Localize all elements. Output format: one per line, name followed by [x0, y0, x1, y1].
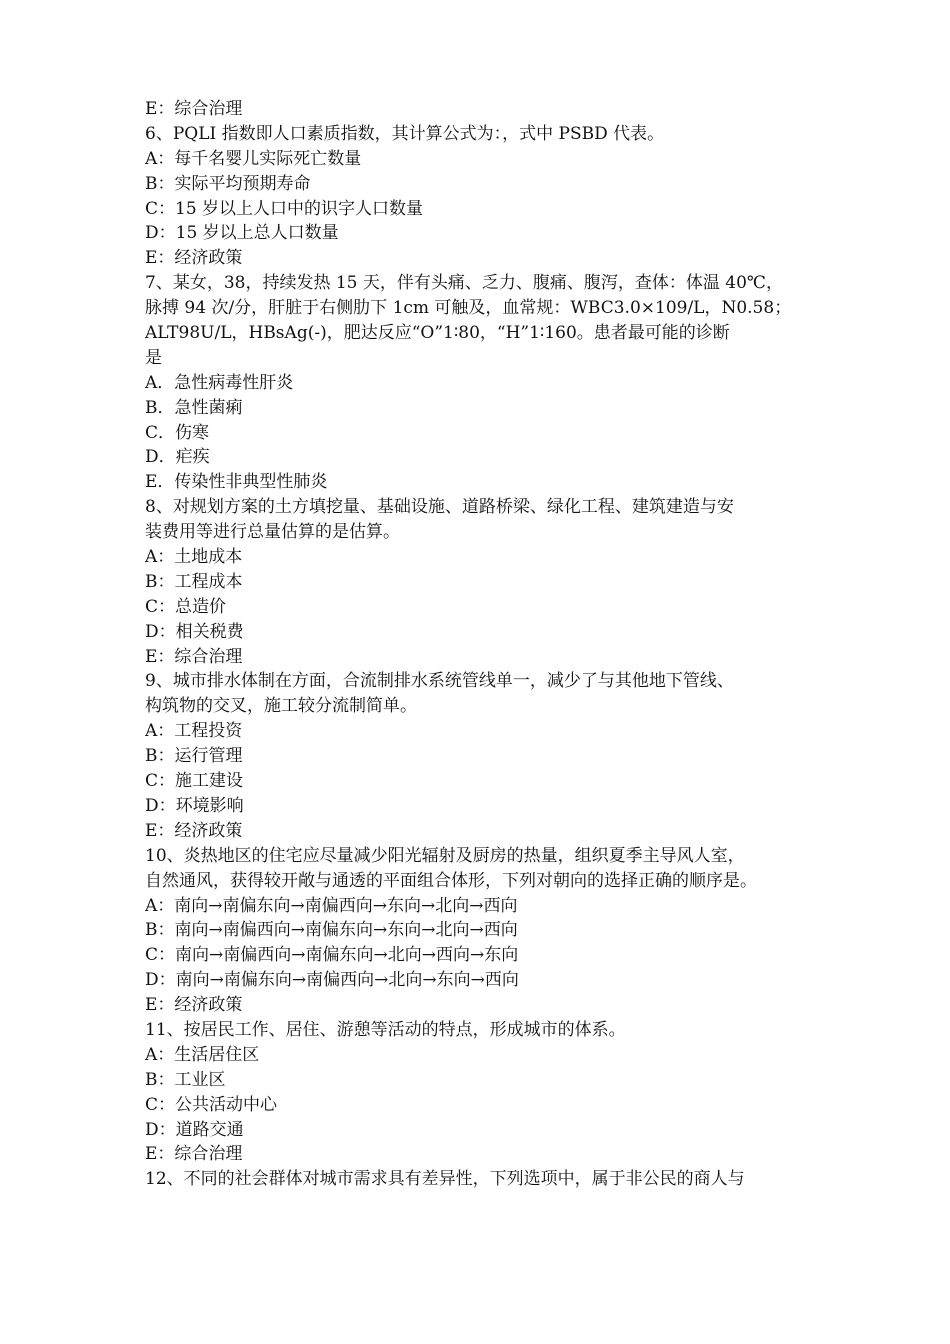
question-11: 11、按居民工作、居住、游憩等活动的特点，形成城市的体系。	[145, 1019, 626, 1040]
question-10: 10、炎热地区的住宅应尽量减少阳光辐射及厨房的热量，组织夏季主导风人室，	[145, 845, 745, 866]
option-b: B：实际平均预期寿命	[145, 173, 311, 194]
text-line: E：综合治理	[145, 99, 243, 119]
question-8-cont: 装费用等进行总量估算的是估算。	[145, 522, 400, 543]
question-9: 9、城市排水体制在方面，合流制排水系统管线单一，减少了与其他地下管线、	[145, 671, 734, 692]
option-d: D：南向→南偏东向→南偏西向→北向→东向→西向	[145, 970, 519, 991]
option-d: D：道路交通	[145, 1119, 244, 1140]
option-e: E：综合治理	[145, 1144, 243, 1165]
question-7: 7、某女，38，持续发热 15 天，伴有头痛、乏力、腹痛、腹泻，查体：体温 40℃，	[145, 273, 783, 294]
option-a: A：生活居住区	[145, 1044, 260, 1065]
option-b: B：南向→南偏西向→南偏东向→东向→北向→西向	[145, 920, 518, 941]
option-e: E：综合治理	[145, 646, 243, 667]
question-12: 12、不同的社会群体对城市需求具有差异性，下列选项中，属于非公民的商人与	[145, 1169, 745, 1190]
option-a: A．急性病毒性肝炎	[145, 372, 294, 393]
option-e: E：经济政策	[145, 820, 243, 841]
option-b: B：工业区	[145, 1069, 226, 1090]
option-d: D．疟疾	[145, 447, 210, 468]
option-e: E．传染性非典型性肺炎	[145, 472, 328, 493]
document-body	[145, 97, 825, 1192]
question-8: 8、对规划方案的土方填挖量、基础设施、道路桥梁、绿化工程、建筑建造与安	[145, 497, 734, 518]
option-a: A：每千名婴儿实际死亡数量	[145, 148, 362, 169]
option-c: C：公共活动中心	[145, 1094, 278, 1115]
option-d: D：环境影响	[145, 795, 244, 816]
question-7-cont: 脉搏 94 次/分，肝脏于右侧肋下 1cm 可触及，血常规：WBC3.0×109/L，N0.58；	[145, 298, 792, 319]
option-c: C：南向→南偏西向→南偏东向→北向→西向→东向	[145, 945, 519, 966]
option-b: B：运行管理	[145, 746, 243, 767]
option-b: B：工程成本	[145, 571, 243, 592]
question-9-cont: 构筑物的交叉，施工较分流制简单。	[145, 696, 417, 717]
option-c: C：施工建设	[145, 771, 244, 792]
option-e: E：经济政策	[145, 248, 243, 269]
option-e: E：经济政策	[145, 995, 243, 1016]
option-b: B．急性菌痢	[145, 397, 243, 418]
question-7-cont: ALT98U/L，HBsAg(-)，肥达反应“O”1∶80，“H”1∶160。患者最可能的诊断	[145, 323, 730, 344]
option-c: C：15 岁以上人口中的识字人口数量	[145, 198, 424, 219]
option-d: D：15 岁以上总人口数量	[145, 223, 339, 244]
option-a: A：土地成本	[145, 547, 243, 568]
option-a: A：工程投资	[145, 721, 243, 742]
option-c: C：总造价	[145, 596, 227, 617]
option-a: A：南向→南偏东向→南偏西向→东向→北向→西向	[145, 895, 518, 916]
option-c: C．伤寒	[145, 422, 210, 443]
question-7-cont: 是	[145, 347, 162, 368]
question-6: 6、PQLI 指数即人口素质指数，其计算公式为：，式中 PSBD 代表。	[145, 123, 665, 144]
question-10-cont: 自然通风，获得较开敞与通透的平面组合体形，下列对朝向的选择正确的顺序是。	[145, 870, 757, 891]
option-d: D：相关税费	[145, 621, 244, 642]
